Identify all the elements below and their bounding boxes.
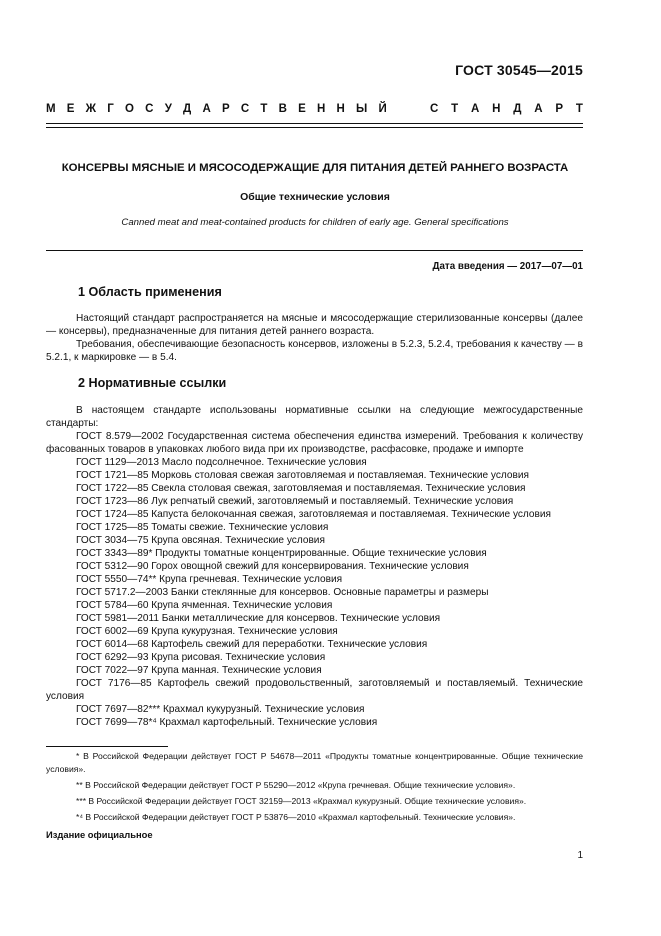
footnote: *** В Российской Федерации действует ГОСТ 32159—2013 «Крахмал кукурузный. Общие технические условия».: [76, 796, 527, 806]
header-divider-bottom: [46, 127, 583, 128]
document-subtitle: Общие технические условия: [240, 191, 390, 203]
reference-item: ГОСТ 5981—2011 Банки металлические для консервов. Технические условия: [76, 613, 441, 624]
section-1-body: [46, 312, 583, 364]
reference-item: ГОСТ 5312—90 Горох овощной свежий для консервирования. Технические условия: [76, 561, 469, 572]
footnote: *⁴ В Российской Федерации действует ГОСТ Р 53876—2010 «Крахмал картофельный. Технические условия».: [76, 812, 516, 822]
reference-item: ГОСТ 6292—93 Крупа рисовая. Технические условия: [76, 652, 326, 663]
reference-item: ГОСТ 1724—85 Капуста белокочанная свежая, заготовляемая и поставляемая. Технические условия: [76, 509, 552, 520]
section-2-heading: 2 Нормативные ссылки: [78, 376, 227, 390]
document-title: КОНСЕРВЫ МЯСНЫЕ И МЯСОСОДЕРЖАЩИЕ ДЛЯ ПИТАНИЯ ДЕТЕЙ РАННЕГО ВОЗРАСТА: [61, 162, 569, 174]
reference-item: ГОСТ 3034—75 Крупа овсяная. Технические условия: [76, 535, 325, 546]
english-title: Canned meat and meat-contained products for children of early age. General specifications: [121, 217, 509, 228]
section-2-intro: В настоящем стандарте использованы нормативные ссылки на следующие межгосударственные стандарты:: [46, 405, 583, 429]
page-number: 1: [577, 850, 583, 861]
reference-item: ГОСТ 1129—2013 Масло подсолнечное. Технические условия: [76, 457, 367, 468]
section-1-heading: 1 Область применения: [78, 285, 222, 299]
section-1-paragraph: Настоящий стандарт распространяется на мясные и мясосодержащие стерилизованные консервы (далее — консервы), предназначенные для питания детей раннего возраста.: [46, 313, 583, 337]
title-divider: [46, 250, 583, 251]
section-1-paragraph: Требования, обеспечивающие безопасность консервов, изложены в 5.2.3, 5.2.4, требования к качеству — в 5.2.1, к маркировке — в 5.4.: [46, 339, 583, 363]
reference-item: ГОСТ 7699—78*⁴ Крахмал картофельный. Технические условия: [76, 717, 378, 728]
footnote-divider: [46, 746, 168, 747]
reference-list: [46, 430, 583, 729]
reference-item: ГОСТ 6002—69 Крупа кукурузная. Технические условия: [76, 626, 338, 637]
standard-type-word: С Т А Н Д А Р Т: [429, 103, 583, 115]
header-divider-top: [46, 123, 583, 124]
reference-item: ГОСТ 3343—89* Продукты томатные концентрированные. Общие технические условия: [76, 548, 487, 559]
document-number: ГОСТ 30545—2015: [455, 62, 583, 78]
reference-item: ГОСТ 8.579—2002 Государственная система обеспечения единства измерений. Требования к количеству фасованных товаров в упаковках любого вида при их производстве, расфасовке, продаже и импорте: [46, 431, 583, 455]
reference-item: ГОСТ 1721—85 Морковь столовая свежая заготовляемая и поставляемая. Технические условия: [76, 470, 529, 481]
reference-item: ГОСТ 1723—86 Лук репчатый свежий, заготовляемый и поставляемый. Технические условия: [76, 496, 514, 507]
footnote: ** В Российской Федерации действует ГОСТ Р 55290—2012 «Крупа гречневая. Общие технические условия».: [76, 780, 516, 790]
edition-label: Издание официальное: [46, 829, 153, 840]
reference-item: ГОСТ 5550—74** Крупа гречневая. Технические условия: [76, 574, 343, 585]
reference-item: ГОСТ 7022—97 Крупа манная. Технические условия: [76, 665, 322, 676]
reference-item: ГОСТ 7697—82*** Крахмал кукурузный. Технические условия: [76, 704, 365, 715]
reference-item: ГОСТ 7176—85 Картофель свежий продовольственный, заготовляемый и поставляемый. Технические условия: [46, 678, 583, 702]
footnote: * В Российской Федерации действует ГОСТ Р 54678—2011 «Продукты томатные концентрированные. Общие технические условия».: [46, 751, 583, 774]
standard-type-heading: [46, 103, 583, 115]
reference-item: ГОСТ 6014—68 Картофель свежий для переработки. Технические условия: [76, 639, 428, 650]
reference-item: ГОСТ 1725—85 Томаты свежие. Технические условия: [76, 522, 329, 533]
reference-item: ГОСТ 5784—60 Крупа ячменная. Технические условия: [76, 600, 333, 611]
introduction-date: Дата введения — 2017—07—01: [432, 261, 583, 272]
standard-type-word: М Е Ж Г О С У Д А Р С Т В Е Н Н Ы Й: [46, 103, 387, 115]
section-2-body: [46, 404, 583, 729]
footnotes: [46, 750, 583, 827]
reference-item: ГОСТ 1722—85 Свекла столовая свежая, заготовляемая и поставляемая. Технические условия: [76, 483, 526, 494]
reference-item: ГОСТ 5717.2—2003 Банки стеклянные для консервов. Основные параметры и размеры: [76, 587, 489, 598]
